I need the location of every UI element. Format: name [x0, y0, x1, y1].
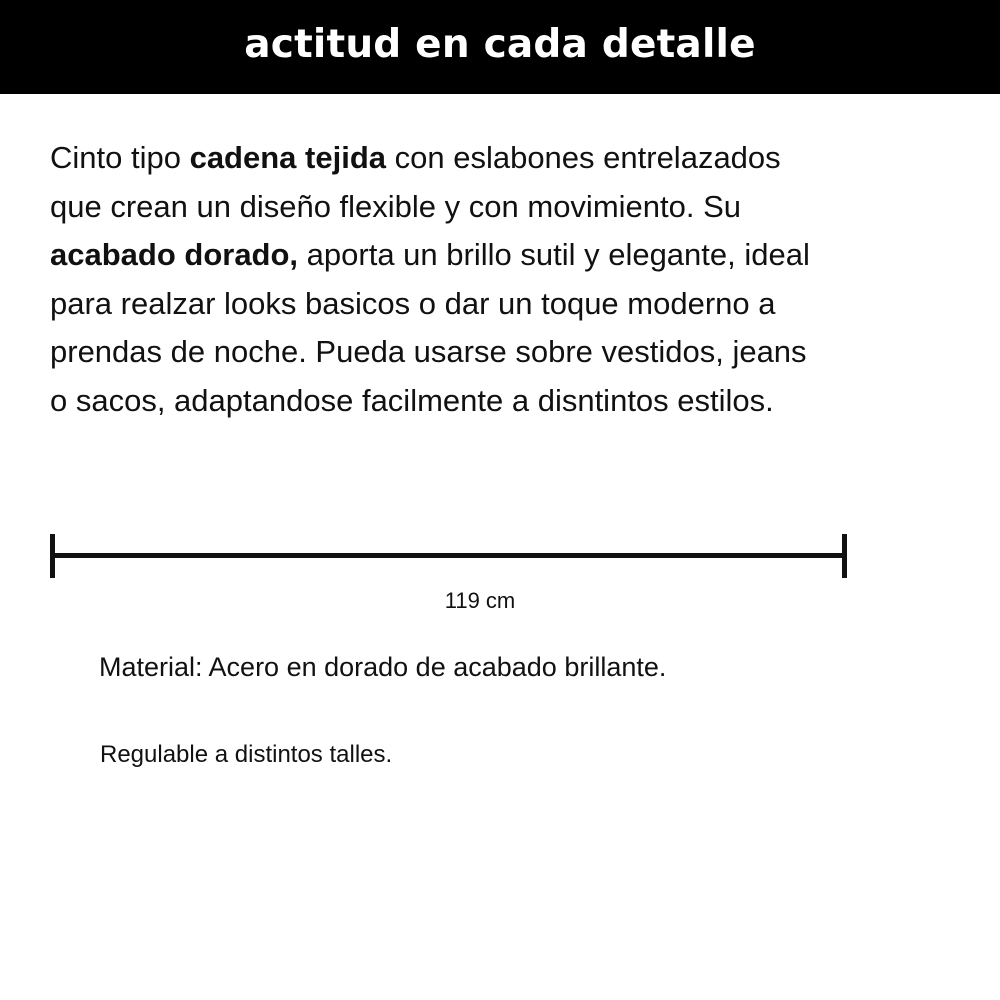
measure-label: 119 cm [444, 588, 516, 613]
description-line-4: para realzar looks basicos o dar un toque moderno a [50, 285, 776, 321]
description-line-6: o sacos, adaptandose facilmente a disntintos estilos. [50, 382, 774, 418]
material-info: Material: Acero en dorado de acabado brillante. [99, 652, 667, 682]
description-line-2: que crean un diseño flexible y con movimiento. Su [50, 188, 742, 224]
adjustable-info: Regulable a distintos talles. [100, 741, 393, 768]
banner-title: actitud en cada detalle [244, 21, 756, 67]
measure-line [50, 553, 847, 558]
description-text: aporta un brillo sutil y elegante, ideal [298, 237, 810, 272]
description-bold-text: cadena tejida [189, 140, 386, 175]
length-measure-bar [50, 532, 850, 580]
description-line-1 [50, 134, 950, 183]
description-bold-text: acabado dorado, [50, 237, 299, 272]
description-line-5: prendas de noche. Pueda usarse sobre vestidos, jeans [50, 334, 807, 369]
product-description [50, 134, 950, 425]
description-line-3 [50, 231, 950, 280]
description-text: Cinto tipo [50, 140, 190, 175]
header-banner [0, 0, 1000, 94]
description-text: con eslabones entrelazados [386, 140, 781, 175]
measure-right-endcap [842, 534, 847, 578]
